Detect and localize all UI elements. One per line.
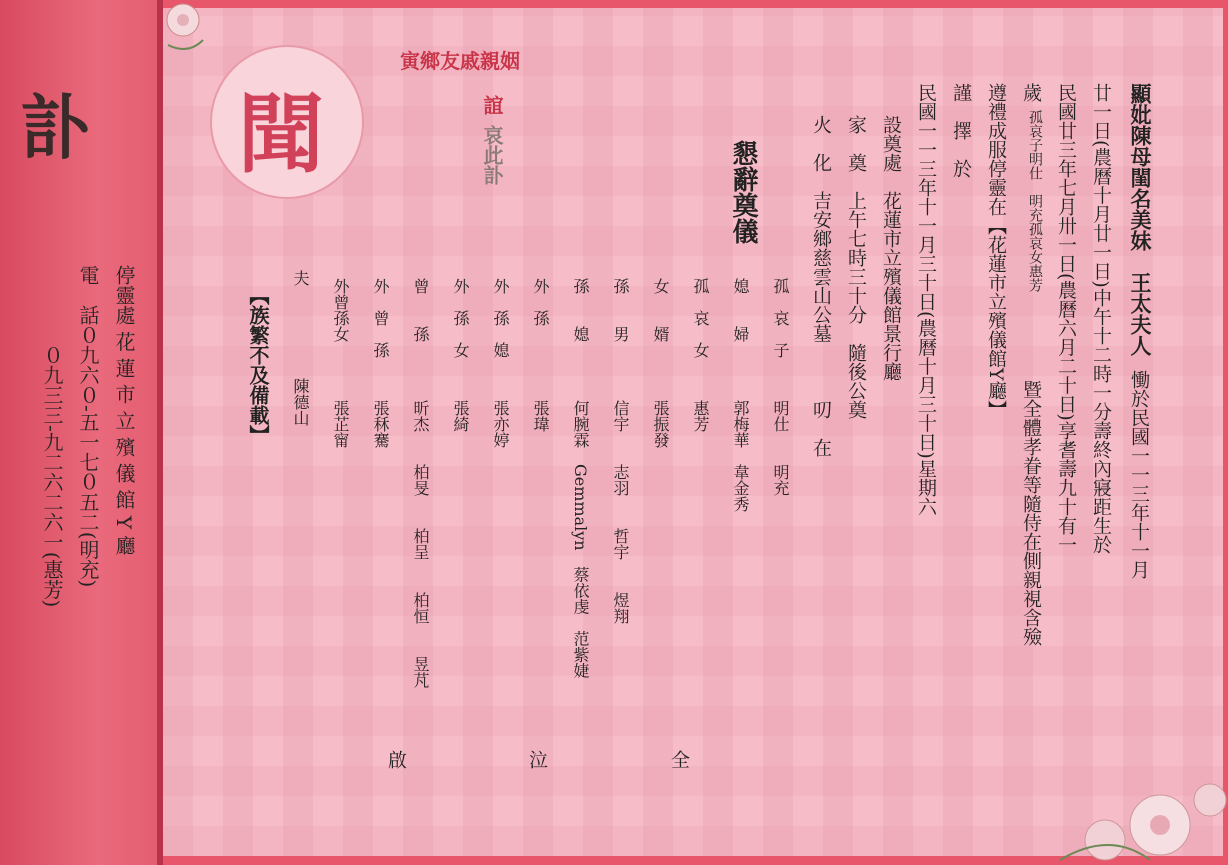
main-line-2: 廿一日(農曆十月廿一日)中午十二時一分壽終內寢距生於 xyxy=(1090,83,1112,554)
family-relation: 女 婿 xyxy=(651,278,670,342)
family-names: 明仕 明充 xyxy=(771,400,790,496)
obituary-char: 訃 xyxy=(20,86,90,169)
header-ai: 哀此訃 xyxy=(480,125,504,185)
family-relation: 曾 孫 xyxy=(411,278,430,342)
main-line-10: 火 化 吉安鄉慈雲山公墓 叨 在 xyxy=(810,115,832,457)
main-line-9: 家 奠 上午七時三十分 隨後公奠 xyxy=(845,115,867,419)
family-names: 何腕霖 Gemmalyn 蔡依虔 范紫婕 xyxy=(571,400,590,679)
family-relation: 外 孫 xyxy=(531,278,550,326)
family-relation: 孤 哀 女 xyxy=(691,278,710,358)
main-line-1: 慟於民國一一三年十一月 xyxy=(1128,370,1150,579)
family-relation: 外 孫 媳 xyxy=(491,278,510,358)
decline-offerings: 懇辭奠儀 xyxy=(728,140,758,244)
family-names: 惠芳 xyxy=(691,400,710,432)
family-names: 張秝騫 xyxy=(371,400,390,448)
phone-2: ０九三三-九二六二六一(惠芳) xyxy=(40,345,64,608)
family-relation: 外 孫 女 xyxy=(451,278,470,358)
name-line: 顯妣陳母閨名美妹 王太夫人 xyxy=(1128,83,1153,356)
main-line-4-small: 孤哀子明仕 明充孤哀女惠芳 xyxy=(1027,110,1043,292)
phone-1: ０九六０-五一七０五二(明充) xyxy=(76,325,100,588)
family-relation: 外 曾 孫 xyxy=(371,278,390,358)
footer-word-1: 全 xyxy=(668,750,690,769)
main-line-6: 謹 擇 於 xyxy=(950,83,972,178)
left-band xyxy=(0,0,163,865)
family-names: 陳德山 xyxy=(291,378,310,426)
family-names: 張瑋 xyxy=(531,400,550,432)
main-line-4-rest: 暨全體孝眷等隨侍在側親視含殮 xyxy=(1020,380,1042,646)
family-names: 郭梅華 韋金秀 xyxy=(731,400,750,512)
main-line-4: 歲 xyxy=(1020,83,1042,102)
family-relation: 外曾孫女 xyxy=(331,278,350,342)
main-line-7: 民國一一三年十一月三十日(農曆十月三十日)星期六 xyxy=(915,83,937,516)
family-names: 張芷甯 xyxy=(331,400,350,448)
main-line-5: 遵禮成服停靈在【花蓮市立殯儀館Y廳】 xyxy=(985,83,1007,419)
seal xyxy=(210,45,360,195)
family-relation: 夫 xyxy=(291,270,310,286)
family-names: 張亦婷 xyxy=(491,400,510,448)
family-relation: 媳 婦 xyxy=(731,278,750,342)
seal-char: 聞 xyxy=(238,84,324,185)
footer-word-3: 啟 xyxy=(385,750,407,769)
family-names: 張振發 xyxy=(651,400,670,448)
family-relation: 孤 哀 子 xyxy=(771,278,790,358)
main-line-8: 設奠處 花蓮市立殯儀館景行廳 xyxy=(880,115,902,381)
flower-decoration-icon xyxy=(1050,770,1228,865)
family-names: 昕杰 柏旻 柏呈 柏恒 昱芃 xyxy=(411,400,430,688)
family-relation: 孫 男 xyxy=(611,278,630,342)
flower-decoration-icon xyxy=(163,0,213,70)
footer-word-2: 泣 xyxy=(526,750,548,769)
header-yi: 誼 xyxy=(480,95,504,115)
header-title: 寅鄉友戚親姻 xyxy=(400,49,520,73)
clan-note: 【族繁不及備載】 xyxy=(246,285,270,445)
family-names: 張綺 xyxy=(451,400,470,432)
main-line-3: 民國廿三年七月卅一日(農曆六月二十日)享耆壽九十有一 xyxy=(1055,83,1077,554)
family-names: 信宇 志羽 哲宇 煜翔 xyxy=(611,400,630,624)
location-line: 停靈處 花 蓮 市 立 殯 儀 館 Y 廳 xyxy=(112,265,136,556)
family-relation: 孫 媳 xyxy=(571,278,590,342)
phone-label: 電 話 xyxy=(76,265,100,325)
